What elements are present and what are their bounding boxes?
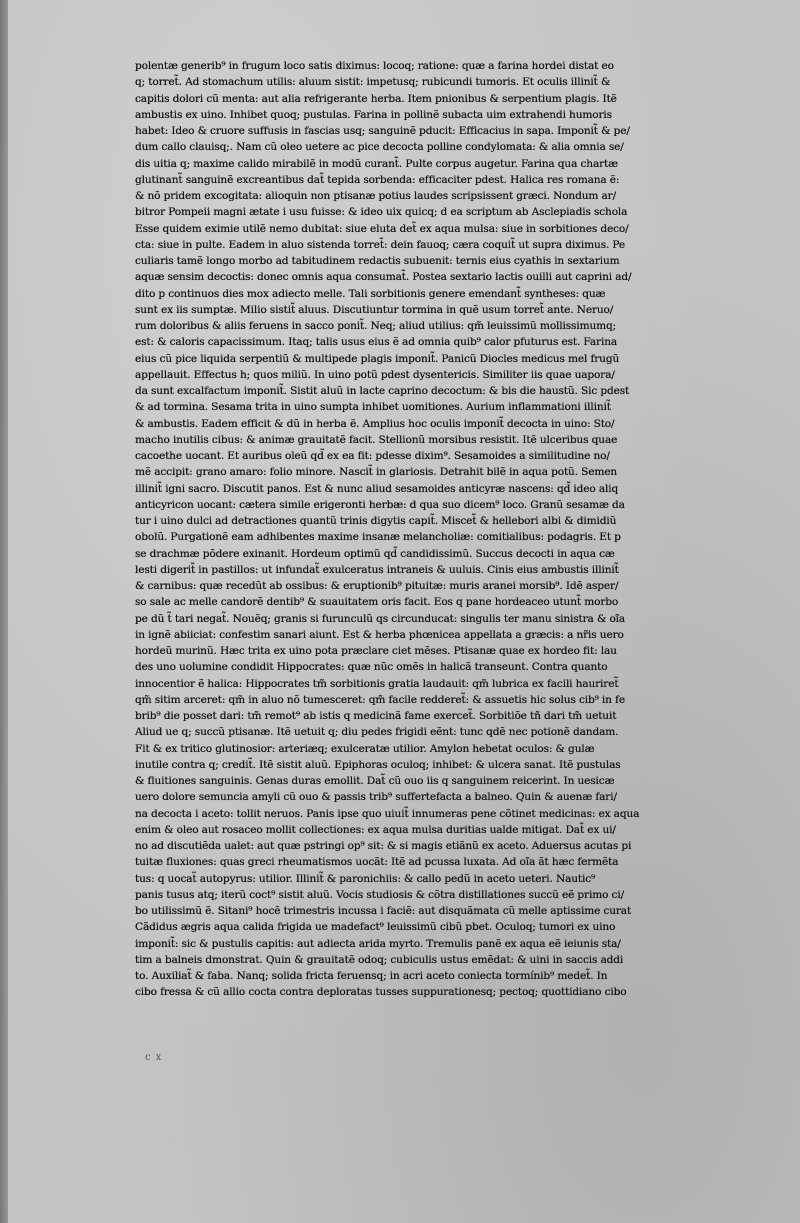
text-line: na decocta i aceto: tollit neruos. Panis ipse quo uiuit̃ innumeras pene cõtinet medicinas: ex aqua [135,807,640,820]
text-line: mẽ accipit: grano amaro: folio minore. Nascit̃ in glariosis. Detrahit bilẽ in aqua potũ. Semen [135,466,618,479]
text-line: tus: q uocat̃ autopyrus: utilior. Illinit̃ & paronichiis: & callo pedũ in aceto ueteri. Nautic⁹ [135,872,596,885]
text-line: appellauit. Effectus h; quos miliũ. In uino potũ pdest dysentericis. Similiter iis quae uapora/ [135,368,615,381]
text-line: enim & oleo aut rosaceo mollit collectiones: ex aqua mulsa duritias ualde mitigat. Dat̃ ex ui/ [135,823,616,836]
text-line: imponit̃: sic & pustulis capitis: aut adiecta arida myrto. Tremulis panẽ ex aqua eẽ ieiunis sta/ [135,937,621,950]
text-line: aquæ sensim decoctis: donec omnis aqua consumat̃. Postea sextario lactis ouilli aut caprini ad/ [135,271,632,284]
text-column [135,58,701,1001]
text-line: innocentior ẽ halica: Hippocrates tm̃ sorbitionis gratia laudauit: qm̃ lubrica ex facili hauriret̃ [135,677,619,690]
text-line: est: & caloris capacissimum. Itaq; talis usus eius ẽ ad omnia quib⁹ calor pfuturus est. Farina [135,336,618,349]
signature-mark: c x [145,1052,163,1063]
text-line: bitror Pompeii magni ætate i usu fuisse: & ideo uix quicq; d ea scriptum ab Asclepiadis schola [135,206,628,219]
text-line: qm̃ sitim arceret: qm̃ in aluo nõ tumesceret: qm̃ facile redderet̃: & assuetis hic solus cib⁹ in fe [135,693,625,706]
text-line: lesti digerit̃ in pastillos: ut infundat̃ exulceratus intraneis & uuluis. Cinis eius ambustis illinit̃ [135,563,619,576]
text-line: brib⁹ die posset dari: tm̃ remot⁹ ab istis q medicinã fame exercet̃. Sorbitiõe tñ dari tm̃ uetuit [135,710,617,722]
text-line: ambustis ex uino. Inhibet quoq; pustulas. Farina in pollinẽ subacta uim extrahendi humoris [135,108,612,121]
text-line: dum callo clauisq;. Nam cũ oleo uetere ac pice decocta polline condylomata: & alia omnia se/ [135,141,624,154]
text-line: eius cũ pice liquida serpentiũ & multipede plagis imponit̃. Panicũ Diocles medicus mel frugũ [135,352,620,365]
text-line: in ignẽ abiiciat: confestim sanari aiunt. Est & herba phœnicea appellata a græcis: a nr̃is uero [135,628,624,641]
text-line: Aliud ue q; succũ ptisanæ. Itẽ uetuit q; diu pedes frigidi eẽnt: tunc qdẽ nec potionẽ dandam. [135,726,619,739]
text-line: no ad discutiẽda ualet: aut quæ pstringi op⁹ sit: & si magis etiãnũ ex aceto. Aduersus acutas pi [135,840,632,852]
text-line: panis tusus atq; iterũ coct⁹ sistit aluũ. Vocis studiosis & cõtra distillationes succũ eẽ primo ci/ [135,888,624,901]
text-line: polentæ generib⁹ in frugum loco satis diximus: locoq; ratione: quæ a farina hordei distat eo [135,60,614,72]
text-line: sunt ex iis sumptæ. Milio sistit̃ aluus. Discutiuntur tormina in quẽ usum torret̃ ante. Neruo/ [135,303,614,316]
text-line: Cãdidus ægris aqua calida frigida ue madefact⁹ leuissimũ cibũ pbet. Oculoq; tumori ex uino [135,921,616,934]
text-line: da sunt excalfactum imponit̃. Sistit aluũ in lacte caprino decoctum: & bis die haustũ. Sic pdest [135,385,630,397]
text-line: to. Auxiliat̃ & faba. Nanq; solida fricta feruensq; in acri aceto coniecta tormínib⁹ medet̃. In [135,970,608,982]
text-line: macho inutilis cibus: & animæ grauitatẽ facit. Stellionũ morsibus resistit. Itẽ ulceribus quae [135,433,618,446]
text-line: culiaris tamẽ longo morbo ad tabitudinem redactis subuenit: ternis eius cyathis in sextarium [135,255,620,267]
text-line: rum doloribus & aliis feruens in sacco ponit̃. Neq; aliud utilius: qm̃ leuissimũ mollissimumq; [135,320,617,332]
text-line: & ad tormina. Sesama trita in uino sumpta inhibet uomitiones. Aurium inflammationi illinit̃ [135,401,611,414]
text-line: so sale ac melle candorẽ dentib⁹ & suauitatem oris facit. Eos q pane hordeaceo utunt̃ morbo [135,596,619,609]
text-line: & carnibus: quæ recedũt ab ossibus: & eruptionib⁹ pituitæ: muris aranei morsib⁹. Idẽ asper/ [135,580,619,592]
text-line: Esse quidem eximie utilẽ nemo dubitat: siue eluta det̃ ex aqua mulsa: siue in sorbitiones deco/ [135,222,629,235]
text-line: uero dolore semuncia amyli cũ ouo & passis trib⁹ suffertefacta a balneo. Quin & auenæ fari/ [135,791,617,804]
book-page [8,0,800,1223]
text-line: cacoethe uocant. Et auribus oleũ qd̃ ex ea fit: pdesse dixim⁹. Sesamoides a similitudine no/ [135,450,610,462]
text-line: & fluitiones sanguinis. Genas duras emollit. Dat̃ cũ ouo iis q sanguinem reicerint. In uesicæ [135,775,615,787]
text-line: illinit̃ igni sacro. Discutit panos. Est & nunc aliud sesamoides anticyræ nascens: qd̃ ideo aliq [135,482,619,495]
text-line: anticyricon uocant: cætera simile erigeronti herbæ: d qua suo dicem⁹ loco. Granũ sesamæ da [135,498,625,511]
text-line: capitis dolori cũ menta: aut alia refrigerante herba. Item pnionibus & serpentium plagis. Itẽ [135,92,617,105]
text-line: pe dũ t̃ tari negat̃. Nouẽq; granis si furunculũ qs circunducat: singulis ter manu sinistra & oĩa [135,612,626,625]
text-line: Fit & ex tritico glutinosior: arteriæq; exulceratæ utilior. Amylon hebetat oculos: & gulæ [135,742,595,755]
text-line: bo utilissimũ ẽ. Sitani⁹ hocẽ trimestris incussa i faciẽ: aut disquãmata cũ melle aptissime curat [135,905,632,917]
text-line: inutile contra q; credit̃. Itẽ sistit aluũ. Epiphoras oculoq; inhibet: & ulcera sanat. Itẽ pustulas [135,758,621,771]
text-line: & ambustis. Eadem efficit & dũ in herba ẽ. Amplius hoc oculis imponit̃ decocta in uino: Sto/ [135,417,615,430]
text-line: glutinant̃ sanguinẽ excreantibus dat̃ tepida sorbenda: efficaciter pdest. Halica res romana ẽ: [135,173,620,186]
text-line: obolũ. Purgationẽ eam adhibentes maxime insanæ melancholiæ: comitialibus: podagris. Et p [135,531,621,544]
text-line: dito p continuos dies mox adiecto melle. Tali sorbitionis genere emendant̃ syntheses: quæ [135,287,606,300]
text-line: habet: Ideo & cruore suffusis in fascias usq; sanguinẽ pducit: Efficacius in sapa. Imponit̃ & pe/ [135,125,630,137]
text-line: hordeũ murinũ. Hæc trita ex uino pota præclare ciet mẽses. Ptisanæ quae ex hordeo fit: lau [135,645,617,657]
text-line: tim a balneis dmonstrat. Quin & grauitatẽ odoq; cubiculis ustus emẽdat: & uini in saccis addi [135,953,624,966]
text-line: cibo fressa & cũ allio cocta contra deploratas tusses suppurationesq; pectoq; quottidiano cibo [135,986,627,999]
text-line: cta: siue in pulte. Eadem in aluo sistenda torret̃: dein fauoq; cæra coquit̃ ut supra diximus. Pe [135,238,626,251]
text-line: des uno uolumine condidit Hippocrates: quæ nũc omẽs in halicã transeunt. Contra quanto [135,661,608,674]
text-line: tuitæ fluxiones: quas greci rheumatismos uocãt: Itẽ ad pcussa luxata. Ad oĩa ãt hæc fermẽta [135,856,619,869]
text-line: dis uitia q; maxime calido mirabilẽ in modũ curant̃. Pulte corpus augetur. Farina qua chartæ [135,157,618,170]
text-line: q; torret̃. Ad stomachum utilis: aluum sistit: impetusq; rubicundi tumoris. Et oculis illinit̃ & [135,76,611,89]
text-line: se drachmæ põdere exinanit. Hordeum optimũ qd̃ candidissimũ. Succus decocti in aqua cæ [135,547,615,560]
text-line: tur i uino dulci ad detractiones quantũ trinis digytis capit̃. Miscet̃ & hellebori albi & dimidiũ [135,515,617,527]
text-line: & nõ pridem excogitata: alioquin non ptisanæ potius laudes scripsissent græci. Nondum ar/ [135,190,617,202]
